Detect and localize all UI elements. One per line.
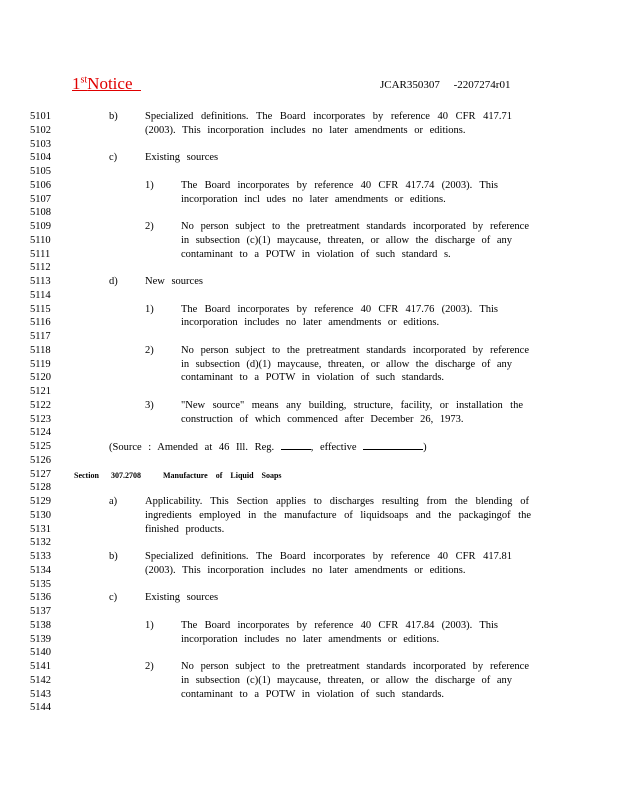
paragraph-line: in subsection (d)(1) maycause, threaten, or allow the discharge of any [181, 358, 512, 370]
line-number: 5130 [30, 509, 51, 521]
paragraph-line: incorporation incl udes no later amendments or editions. [181, 193, 446, 205]
line-number: 5132 [30, 537, 51, 549]
item-label: 1) [145, 619, 154, 631]
paragraph-line: The Board incorporates by reference 40 CFR 417.76 (2003). This [181, 303, 498, 315]
line-number: 5107 [30, 193, 51, 205]
paragraph-line: "New source" means any building, structure, facility, or installation the [181, 399, 523, 411]
paragraph-line: in subsection (c)(1) maycause, threaten, or allow the discharge of any [181, 674, 512, 686]
subheading: New sources [145, 276, 203, 287]
line-number: 5125 [30, 441, 51, 452]
item-label: a) [109, 496, 118, 507]
item-label: b) [109, 551, 118, 562]
line-number: 5136 [30, 592, 51, 604]
subheading: Existing sources [145, 152, 219, 164]
item-label: 2) [145, 221, 154, 232]
line-number: 5101 [30, 111, 51, 122]
item-label: 3) [145, 399, 154, 411]
line-number: 5124 [30, 427, 51, 439]
paragraph-line: Applicability. This Section applies to discharges resulting from the blending of [145, 496, 529, 507]
line-number: 5126 [30, 454, 51, 466]
line-number: 5118 [30, 344, 51, 356]
paragraph-line: finished products. [145, 523, 225, 535]
line-number: 5110 [30, 234, 51, 246]
paragraph-line: construction of which commenced after December 26, 1973. [181, 413, 464, 425]
line-number: 5138 [30, 619, 51, 631]
definition-line: (2003). This incorporation includes no later amendments or editions. [145, 564, 466, 576]
line-number: 5137 [30, 606, 51, 617]
definition-line: Specialized definitions. The Board incorporates by reference 40 CFR 417.71 [145, 111, 512, 122]
paragraph-line: The Board incorporates by reference 40 CFR 417.84 (2003). This [181, 619, 498, 631]
item-label: d) [109, 276, 118, 287]
line-number: 5108 [30, 207, 51, 219]
item-label: c) [109, 592, 118, 604]
line-number: 5105 [30, 166, 51, 177]
line-number: 5123 [30, 413, 51, 425]
paragraph-line: The Board incorporates by reference 40 CFR 417.74 (2003). This [181, 179, 498, 191]
line-number: 5128 [30, 482, 51, 494]
line-number: 5117 [30, 331, 51, 342]
paragraph-line: No person subject to the pretreatment standards incorporated by reference [181, 221, 529, 232]
line-number: 5112 [30, 262, 51, 274]
paragraph-line: No person subject to the pretreatment standards incorporated by reference [181, 344, 529, 356]
line-number: 5122 [30, 399, 51, 411]
line-number: 5109 [30, 221, 51, 232]
line-number: 5134 [30, 564, 51, 576]
line-number: 5106 [30, 179, 51, 191]
line-number: 5104 [30, 152, 51, 164]
paragraph-line: ingredients employed in the manufacture of liquidsoaps and the packagingof the [145, 509, 531, 521]
section-number: 307.2708 [111, 471, 141, 480]
source-note [109, 440, 427, 455]
line-number: 5103 [30, 138, 51, 150]
notice-number: 1 [72, 74, 81, 93]
definition-line: (2003). This incorporation includes no later amendments or editions. [145, 124, 466, 136]
subheading: Existing sources [145, 592, 219, 604]
line-number: 5116 [30, 317, 51, 329]
line-number: 5139 [30, 633, 51, 645]
item-label: 2) [145, 344, 154, 356]
paragraph-line: contaminant to a POTW in violation of such standards. [181, 688, 445, 700]
line-number: 5142 [30, 674, 51, 686]
line-number: 5143 [30, 688, 51, 700]
paragraph-line: in subsection (c)(1) maycause, threaten, or allow the discharge of any [181, 234, 512, 246]
item-label: 1) [145, 179, 154, 191]
paragraph-line: incorporation includes no later amendments or editions. [181, 633, 440, 645]
line-number: 5129 [30, 496, 51, 507]
source-text: , effective [310, 442, 357, 453]
notice-suffix: st [80, 74, 88, 86]
date-blank [363, 440, 423, 450]
item-label: 2) [145, 661, 154, 672]
item-label: c) [109, 152, 118, 164]
line-number: 5102 [30, 124, 51, 136]
item-label: b) [109, 111, 118, 122]
line-number: 5131 [30, 523, 51, 535]
notice-word: Notice [87, 74, 133, 93]
line-number: 5127 [30, 468, 51, 480]
line-number: 5113 [30, 276, 51, 287]
paragraph-line: No person subject to the pretreatment standards incorporated by reference [181, 661, 529, 672]
paragraph-line: contaminant to a POTW in violation of such standard s. [181, 248, 451, 260]
line-number: 5121 [30, 386, 51, 397]
register-blank [281, 440, 311, 450]
section-label: Section [74, 471, 99, 480]
line-number: 5119 [30, 358, 51, 370]
item-label: 1) [145, 303, 154, 315]
line-number: 5111 [30, 248, 51, 260]
source-text: (Source : Amended at 46 Ill. Reg. [109, 442, 275, 453]
notice-header [72, 74, 141, 94]
line-number: 5114 [30, 289, 51, 301]
line-number: 5141 [30, 661, 51, 672]
line-number: 5115 [30, 303, 51, 315]
paragraph-line: contaminant to a POTW in violation of such standards. [181, 372, 445, 384]
section-title: Manufacture of Liquid Soaps [163, 471, 282, 480]
line-number: 5144 [30, 702, 51, 714]
document-code: JCAR350307 -2207274r01 [380, 79, 511, 91]
line-number: 5135 [30, 578, 51, 590]
line-number: 5120 [30, 372, 51, 384]
line-number: 5140 [30, 647, 51, 659]
definition-line: Specialized definitions. The Board incorporates by reference 40 CFR 417.81 [145, 551, 512, 562]
paragraph-line: incorporation includes no later amendments or editions. [181, 317, 440, 329]
source-text: ) [423, 442, 427, 453]
line-number: 5133 [30, 551, 51, 562]
